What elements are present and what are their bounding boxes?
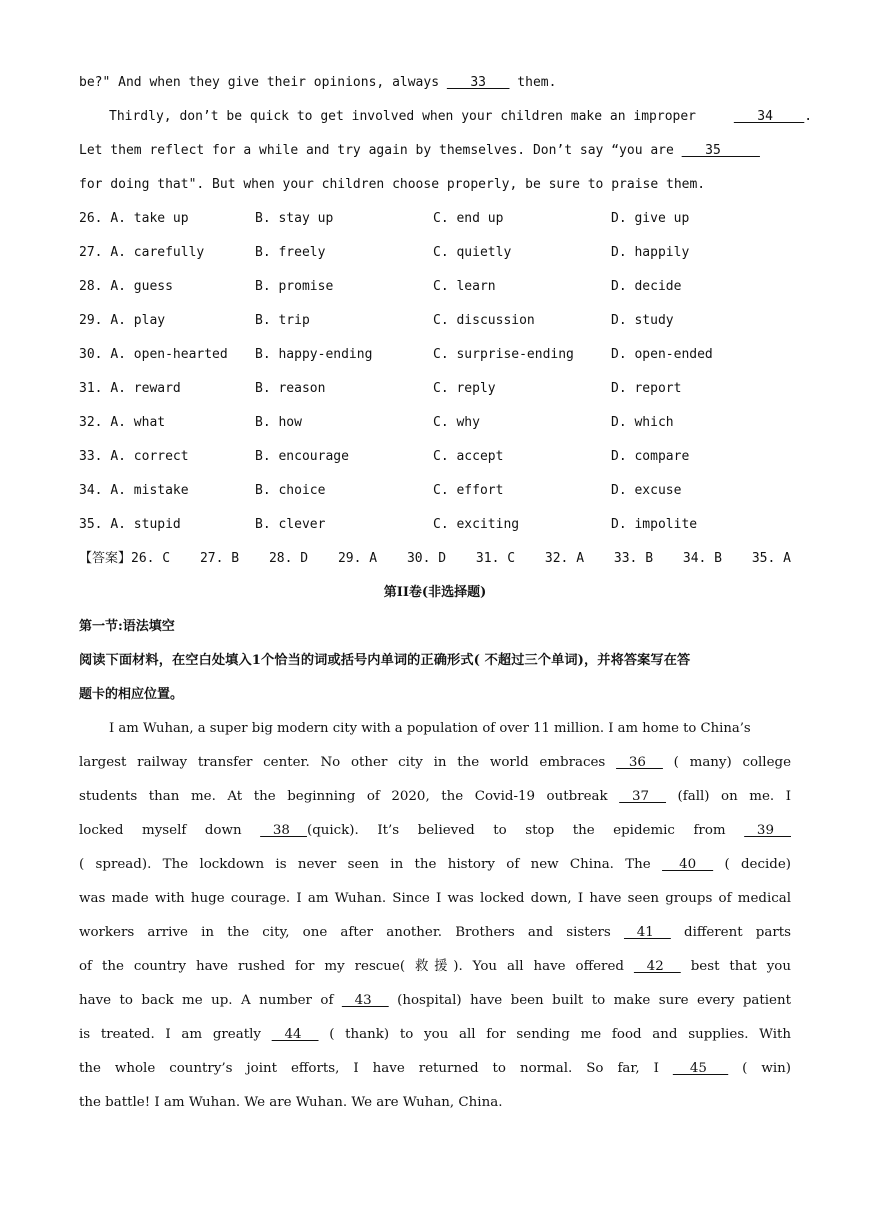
answer-item: 27. B bbox=[199, 551, 240, 566]
option-b bbox=[255, 202, 433, 236]
passage-line: I am Wuhan, a super big modern city with a population of over 11 million. I am home to China’s bbox=[109, 721, 751, 736]
text: largest railway transfer center. No other city in the world embraces bbox=[79, 755, 617, 770]
question-number: 33. bbox=[79, 449, 103, 464]
blank-42: 42 bbox=[633, 959, 681, 974]
question-row bbox=[79, 508, 791, 542]
question-row bbox=[79, 202, 791, 236]
question-row bbox=[79, 270, 791, 304]
option-d bbox=[611, 372, 791, 406]
option-text: A. correct bbox=[110, 449, 189, 464]
option-text: D. compare bbox=[611, 449, 690, 464]
option-text: A. open-hearted bbox=[110, 347, 228, 362]
option-text: B. reason bbox=[255, 381, 326, 396]
question-number: 34. bbox=[79, 483, 103, 498]
question-row bbox=[79, 474, 791, 508]
option-b bbox=[255, 304, 433, 338]
text: (fall) on me. I bbox=[666, 789, 791, 804]
text: ( spread). The lockdown is never seen in the history of new China. The bbox=[79, 857, 663, 872]
instruction-line: 阅读下面材料，在空白处填入1个恰当的词或括号内单词的正确形式( 不超过三个单词)，并将答案写在答 bbox=[79, 653, 691, 668]
blank-40: 40 bbox=[662, 857, 714, 872]
option-c bbox=[433, 338, 611, 372]
option-d bbox=[611, 304, 791, 338]
option-a bbox=[79, 508, 255, 542]
option-text: D. give up bbox=[611, 211, 690, 226]
text: be?" And when they give their opinions, always bbox=[79, 75, 447, 90]
option-b bbox=[255, 236, 433, 270]
answer-item: 29. A bbox=[337, 551, 378, 566]
option-a bbox=[79, 202, 255, 236]
passage-line bbox=[79, 1018, 791, 1052]
option-text: C. exciting bbox=[433, 517, 520, 532]
blank-41: 41 bbox=[623, 925, 671, 940]
passage-line bbox=[79, 848, 791, 882]
answer-item: 35. A bbox=[751, 551, 791, 566]
option-text: C. quietly bbox=[433, 245, 512, 260]
option-c bbox=[433, 304, 611, 338]
question-row bbox=[79, 304, 791, 338]
option-text: D. report bbox=[611, 381, 682, 396]
option-d bbox=[611, 202, 791, 236]
option-c bbox=[433, 440, 611, 474]
passage-line bbox=[79, 814, 791, 848]
passage-line bbox=[79, 134, 791, 168]
option-a bbox=[79, 236, 255, 270]
option-b bbox=[255, 372, 433, 406]
question-number: 31. bbox=[79, 381, 103, 396]
passage-line bbox=[79, 66, 791, 100]
option-text: B. happy-ending bbox=[255, 347, 373, 362]
question-number: 29. bbox=[79, 313, 103, 328]
option-b bbox=[255, 440, 433, 474]
instruction-line: 题卡的相应位置。 bbox=[79, 687, 184, 702]
passage-line: was made with huge courage. I am Wuhan. Since I was locked down, I have seen groups of medical bbox=[79, 891, 791, 906]
passage-line bbox=[79, 100, 813, 134]
option-b bbox=[255, 270, 433, 304]
option-c bbox=[433, 406, 611, 440]
option-d bbox=[611, 270, 791, 304]
text: the whole country’s joint efforts, I have returned to normal. So far, I bbox=[79, 1061, 673, 1076]
text: workers arrive in the city, one after another. Brothers and sisters bbox=[79, 925, 624, 940]
blank-35: 35 bbox=[681, 143, 760, 158]
blank-45: 45 bbox=[672, 1061, 729, 1076]
question-number: 28. bbox=[79, 279, 103, 294]
question-row bbox=[79, 338, 791, 372]
option-text: B. promise bbox=[255, 279, 334, 294]
option-d bbox=[611, 508, 791, 542]
option-text: A. mistake bbox=[110, 483, 189, 498]
passage-line bbox=[79, 780, 791, 814]
option-text: D. which bbox=[611, 415, 674, 430]
question-row bbox=[79, 372, 791, 406]
option-text: D. impolite bbox=[611, 517, 698, 532]
option-text: D. excuse bbox=[611, 483, 682, 498]
option-text: C. learn bbox=[433, 279, 496, 294]
blank-33: 33 bbox=[446, 75, 510, 90]
text: . bbox=[804, 109, 813, 124]
answer-item: 34. B bbox=[682, 551, 723, 566]
option-text: B. clever bbox=[255, 517, 326, 532]
option-text: D. decide bbox=[611, 279, 682, 294]
option-text: A. play bbox=[110, 313, 166, 328]
question-row bbox=[79, 236, 791, 270]
option-a bbox=[79, 304, 255, 338]
option-b bbox=[255, 406, 433, 440]
question-number: 32. bbox=[79, 415, 103, 430]
option-c bbox=[433, 236, 611, 270]
option-text: B. stay up bbox=[255, 211, 334, 226]
text: ( win) bbox=[728, 1061, 791, 1076]
passage-line: for doing that". But when your children choose properly, be sure to praise them. bbox=[79, 177, 706, 192]
text: different parts bbox=[670, 925, 791, 940]
option-text: B. freely bbox=[255, 245, 326, 260]
option-a bbox=[79, 406, 255, 440]
option-text: B. choice bbox=[255, 483, 326, 498]
option-d bbox=[611, 440, 791, 474]
option-b bbox=[255, 474, 433, 508]
question-row bbox=[79, 440, 791, 474]
option-text: B. trip bbox=[255, 313, 310, 328]
option-text: D. open-ended bbox=[611, 347, 713, 362]
option-c bbox=[433, 202, 611, 236]
text: them. bbox=[509, 75, 557, 90]
answer-item: 30. D bbox=[406, 551, 447, 566]
question-row bbox=[79, 406, 791, 440]
text: ( many) college bbox=[662, 755, 792, 770]
text: ( thank) to you all for sending me food and supplies. With bbox=[318, 1027, 791, 1042]
option-text: D. happily bbox=[611, 245, 690, 260]
passage-line bbox=[79, 984, 791, 1018]
option-text: A. what bbox=[110, 415, 166, 430]
option-a bbox=[79, 474, 255, 508]
option-b bbox=[255, 508, 433, 542]
option-text: C. effort bbox=[433, 483, 504, 498]
option-text: A. guess bbox=[110, 279, 173, 294]
text: locked myself down bbox=[79, 823, 261, 838]
text: (quick). It’s believed to stop the epidemic from bbox=[306, 823, 745, 838]
question-number: 27. bbox=[79, 245, 103, 260]
subsection-title: 第一节:语法填空 bbox=[79, 619, 175, 634]
option-text: A. stupid bbox=[110, 517, 181, 532]
question-number: 35. bbox=[79, 517, 103, 532]
text: Let them reflect for a while and try again by themselves. Don’t say “you are bbox=[79, 143, 682, 158]
option-text: C. accept bbox=[433, 449, 504, 464]
option-a bbox=[79, 440, 255, 474]
option-text: A. take up bbox=[110, 211, 189, 226]
option-text: A. reward bbox=[110, 381, 181, 396]
text: ( decide) bbox=[713, 857, 791, 872]
option-b bbox=[255, 338, 433, 372]
blank-34: 34 bbox=[733, 109, 805, 124]
text: students than me. At the beginning of 2020, the Covid-19 outbreak bbox=[79, 789, 620, 804]
option-d bbox=[611, 474, 791, 508]
option-c bbox=[433, 372, 611, 406]
option-text: A. carefully bbox=[110, 245, 205, 260]
text: is treated. I am greatly bbox=[79, 1027, 272, 1042]
blank-37: 37 bbox=[619, 789, 667, 804]
option-a bbox=[79, 338, 255, 372]
option-text: C. end up bbox=[433, 211, 504, 226]
option-d bbox=[611, 406, 791, 440]
blank-36: 36 bbox=[616, 755, 663, 770]
option-text: D. study bbox=[611, 313, 674, 328]
option-text: C. discussion bbox=[433, 313, 535, 328]
option-d bbox=[611, 338, 791, 372]
section-title: 第II卷(非选择题) bbox=[383, 585, 487, 600]
option-text: B. how bbox=[255, 415, 302, 430]
text: Thirdly, don’t be quick to get involved when your children make an improper bbox=[109, 109, 704, 124]
option-text: C. surprise-ending bbox=[433, 347, 574, 362]
question-number: 26. bbox=[79, 211, 103, 226]
option-c bbox=[433, 270, 611, 304]
option-d bbox=[611, 236, 791, 270]
answer-item: 32. A bbox=[544, 551, 585, 566]
answer-label: 【答案】26. C bbox=[79, 551, 171, 566]
answer-item: 33. B bbox=[613, 551, 654, 566]
text: have to back me up. A number of bbox=[79, 993, 342, 1008]
document-page bbox=[79, 66, 813, 1120]
question-number: 30. bbox=[79, 347, 103, 362]
option-c bbox=[433, 508, 611, 542]
passage-line bbox=[79, 916, 791, 950]
text: best that you bbox=[680, 959, 791, 974]
option-a bbox=[79, 270, 255, 304]
answer-item: 28. D bbox=[268, 551, 309, 566]
blank-44: 44 bbox=[271, 1027, 319, 1042]
option-text: B. encourage bbox=[255, 449, 349, 464]
option-a bbox=[79, 372, 255, 406]
blank-38: 38 bbox=[260, 823, 307, 838]
answer-item: 31. C bbox=[475, 551, 516, 566]
passage-line bbox=[79, 746, 791, 780]
blank-39: 39 bbox=[744, 823, 791, 838]
option-text: C. reply bbox=[433, 381, 496, 396]
answer-row bbox=[79, 542, 791, 576]
option-text: C. why bbox=[433, 415, 480, 430]
blank-43: 43 bbox=[341, 993, 389, 1008]
question-list bbox=[79, 202, 791, 542]
text: (hospital) have been built to make sure every patient bbox=[388, 993, 791, 1008]
passage-line bbox=[79, 1052, 791, 1086]
option-c bbox=[433, 474, 611, 508]
text: of the country have rushed for my rescue( 救援). You all have offered bbox=[79, 959, 634, 974]
passage-line bbox=[79, 950, 791, 984]
passage-line: the battle! I am Wuhan. We are Wuhan. We are Wuhan, China. bbox=[79, 1095, 503, 1110]
